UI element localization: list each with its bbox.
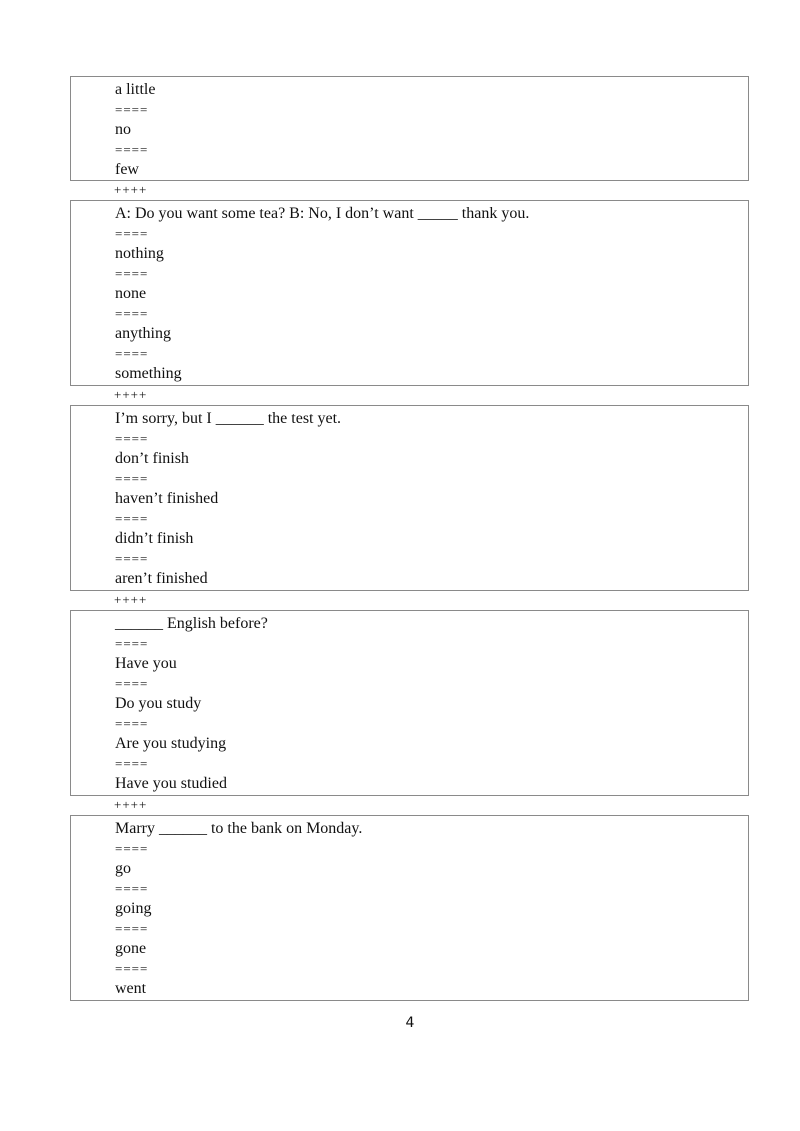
page-number: 4 xyxy=(405,1015,415,1031)
option-text: Have you xyxy=(115,655,177,672)
option-separator: ==== xyxy=(115,431,149,446)
option-text: Are you studying xyxy=(115,735,227,752)
option-separator: ==== xyxy=(115,226,149,241)
option-text: nothing xyxy=(115,245,164,262)
question-separator: ++++ xyxy=(114,387,148,402)
option-text: Do you study xyxy=(115,695,202,712)
option-text: didn’t finish xyxy=(115,530,194,547)
option-separator: ==== xyxy=(115,716,149,731)
option-text: none xyxy=(115,285,147,302)
option-text: Have you studied xyxy=(115,775,227,792)
question-text: Marry ______ to the bank on Monday. xyxy=(115,820,363,837)
question-block-3 xyxy=(70,405,749,591)
option-text: gone xyxy=(115,940,147,957)
option-separator: ==== xyxy=(115,266,149,281)
option-separator: ==== xyxy=(115,881,149,896)
option-separator: ==== xyxy=(115,306,149,321)
option-text: a little xyxy=(115,81,156,98)
option-separator: ==== xyxy=(115,346,149,361)
option-text: aren’t finished xyxy=(115,570,208,587)
question-text: A: Do you want some tea? B: No, I don’t want _____ thank you. xyxy=(115,205,530,222)
option-text: don’t finish xyxy=(115,450,189,467)
option-text: something xyxy=(115,365,182,382)
question-separator: ++++ xyxy=(114,797,148,812)
question-block-5 xyxy=(70,815,749,1001)
option-separator: ==== xyxy=(115,756,149,771)
option-separator: ==== xyxy=(115,676,149,691)
option-separator: ==== xyxy=(115,102,149,117)
option-separator: ==== xyxy=(115,511,149,526)
option-text: going xyxy=(115,900,152,917)
question-separator: ++++ xyxy=(114,592,148,607)
option-separator: ==== xyxy=(115,841,149,856)
question-text: ______ English before? xyxy=(115,615,268,632)
question-text: I’m sorry, but I ______ the test yet. xyxy=(115,410,342,427)
option-text: went xyxy=(115,980,147,997)
question-separator: ++++ xyxy=(114,182,148,197)
option-text: no xyxy=(115,121,131,138)
option-text: anything xyxy=(115,325,171,342)
option-separator: ==== xyxy=(115,142,149,157)
option-text: go xyxy=(115,860,131,877)
option-separator: ==== xyxy=(115,921,149,936)
question-block-1 xyxy=(70,76,749,181)
question-block-4 xyxy=(70,610,749,796)
question-block-2 xyxy=(70,200,749,386)
option-text: haven’t finished xyxy=(115,490,219,507)
option-separator: ==== xyxy=(115,961,149,976)
option-separator: ==== xyxy=(115,551,149,566)
option-separator: ==== xyxy=(115,636,149,651)
option-text: few xyxy=(115,161,139,178)
option-separator: ==== xyxy=(115,471,149,486)
